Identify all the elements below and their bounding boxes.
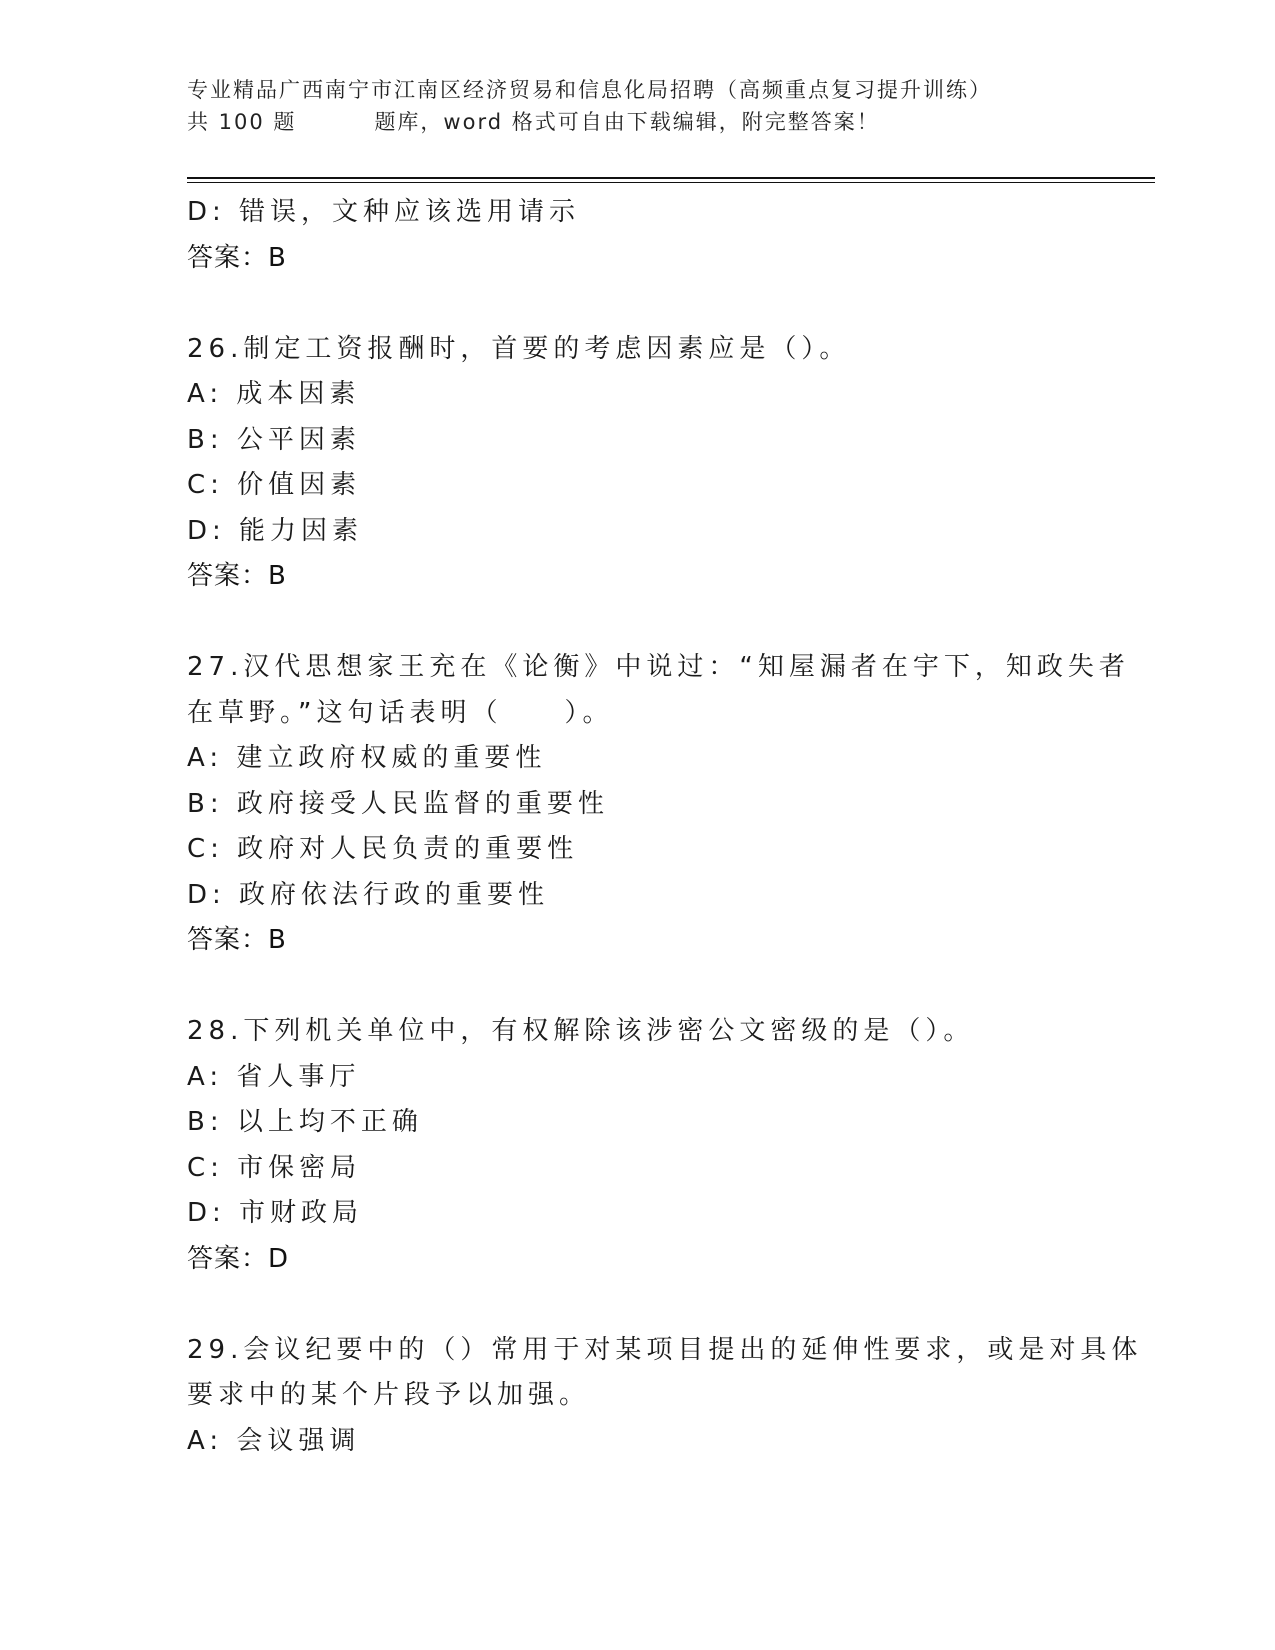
option-c: C: 政府对人民负责的重要性 [187,834,579,864]
option-d: D: 能力因素 [187,515,364,546]
document-header [187,74,1087,138]
option-b: B: 公平因素 [187,424,361,455]
option-a: A: 会议强调 [187,1425,361,1456]
question-26 [187,327,1087,600]
header-divider-thick [187,177,1155,179]
question-28 [187,1009,1087,1282]
answer-line: 答案：B [187,925,287,955]
question-stem: 27.汉代思想家王充在《论衡》中说过：“知屋漏者在宇下，知政失者 [187,652,1130,682]
header-title: 专业精品广西南宁市江南区经济贸易和信息化局招聘（高频重点复习提升训练） [187,78,992,102]
question-29 [187,1328,1143,1465]
question-stem: 28.下列机关单位中，有权解除该涉密公文密级的是（）。 [187,1016,975,1046]
header-note: 题库，word 格式可自由下载编辑，附完整答案！ [374,110,880,134]
header-count: 共 100 题 [187,110,297,134]
question-stem-continued: 在草野。”这句话表明（ ）。 [187,697,614,728]
question-27 [187,645,1130,964]
question-stem: 29.会议纪要中的（）常用于对某项目提出的延伸性要求，或是对具体 [187,1334,1143,1365]
option-a: A: 省人事厅 [187,1061,361,1092]
option-d: D: 市财政局 [187,1198,364,1228]
question-stem-continued: 要求中的某个片段予以加强。 [187,1380,591,1410]
answer-line: 答案：B [187,561,287,591]
question-stem: 26.制定工资报酬时，首要的考虑因素应是（）。 [187,333,851,364]
question-list [187,190,1143,1464]
option-c: C: 价值因素 [187,470,362,500]
option-d: D: 政府依法行政的重要性 [187,879,550,910]
option-c: C: 市保密局 [187,1152,362,1183]
answer-line: 答案：B [187,242,287,273]
option-d: D: 错误，文种应该选用请示 [187,197,581,227]
header-divider-thin [187,182,1155,183]
answer-line: 答案：D [187,1243,290,1274]
option-a: A: 建立政府权威的重要性 [187,743,547,773]
option-b: B: 政府接受人民监督的重要性 [187,788,609,819]
option-a: A: 成本因素 [187,379,361,409]
header-subtitle [187,106,1087,138]
option-b: B: 以上均不正确 [187,1107,423,1137]
